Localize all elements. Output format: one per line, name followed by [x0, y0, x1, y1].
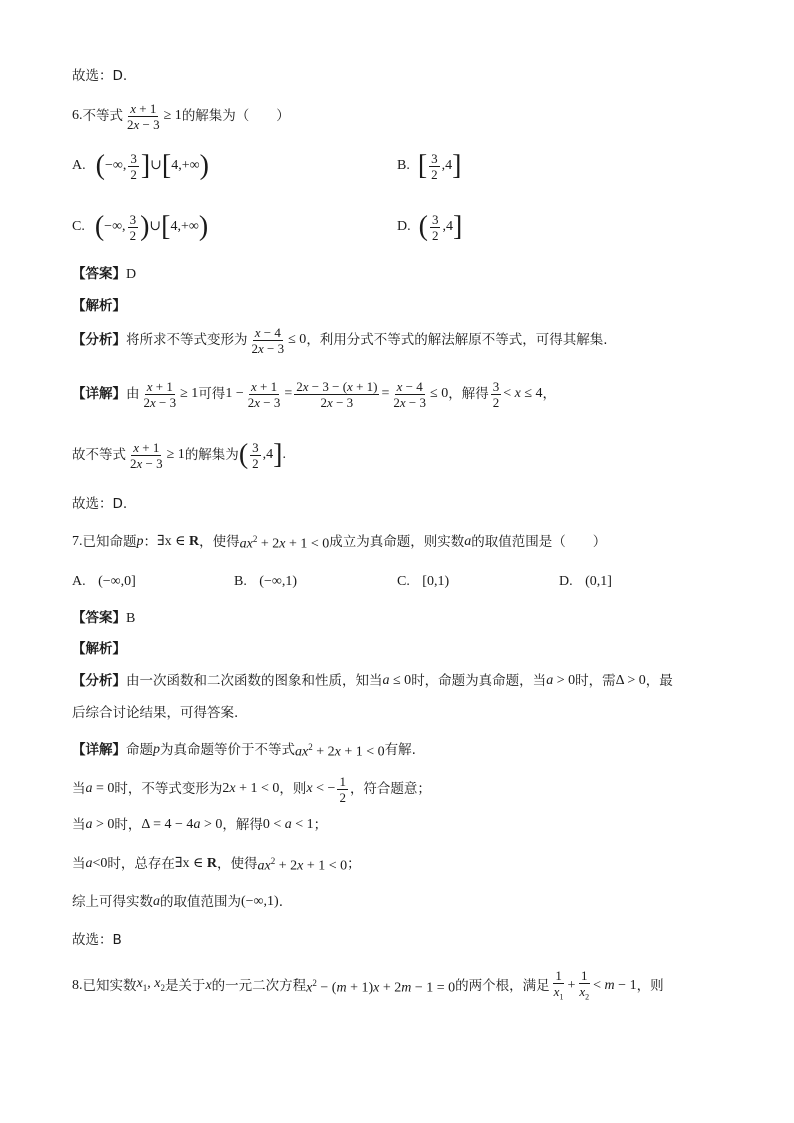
- option-label: A.: [72, 574, 86, 589]
- option-6c: C. ( −∞, $\frac{3}{2}$ ) ∪ [ 4,+∞ ): [72, 211, 209, 243]
- question-text: ：: [143, 533, 157, 550]
- detail-text: ；: [347, 855, 361, 872]
- option-label: C.: [397, 574, 410, 589]
- detail-text: ，符合题意；: [349, 781, 431, 797]
- question-text: ，则: [636, 978, 664, 994]
- fraction: $\frac{x + 1}{2x - 3}$: [127, 100, 160, 132]
- answer-7: [72, 608, 135, 629]
- detail-7-line4: 当 a <0 时，总存在 ∃x ∈ R ，使得 $ax^2 + 2x + 1 < 0$ ；: [72, 855, 361, 874]
- detail-text: 故不等式: [72, 447, 126, 463]
- option-label: D.: [397, 219, 411, 234]
- detail-tag: 【详解】: [72, 386, 126, 402]
- detail-6-line2: 故不等式 $\frac{x + 1}{2x - 3}$ ≥ 1 的解集为 ( $\frac{3}{2}$ ,4 ] .: [72, 439, 286, 471]
- detail-text: 时，不等式变形为: [114, 781, 223, 797]
- question-number: 6.: [72, 108, 83, 123]
- answer-conclusion-6: 故选：D.: [72, 496, 128, 512]
- answer-6: [72, 264, 136, 285]
- question-text: 的两个根，满足: [455, 978, 550, 994]
- detail-text: ，: [542, 386, 557, 402]
- analysis-text: 由一次函数和二次函数的图象和性质，知当: [126, 673, 383, 689]
- analysis-text: ，利用分式不等式的解法解原不等式，可得其解集.: [306, 332, 608, 348]
- option-value: [0,1): [422, 574, 450, 589]
- question-text: 是关于: [164, 978, 206, 994]
- detail-text: 当: [72, 817, 86, 833]
- detail-text: ，则: [279, 781, 307, 797]
- answer-tag: 【答案】: [72, 610, 126, 626]
- detail-text: ，解得: [448, 386, 489, 402]
- detail-text: 由: [126, 386, 140, 402]
- detail-text: 当: [72, 781, 86, 797]
- analysis-6: 【分析】 将所求不等式变形为 $\frac{x - 4}{2x - 3}$ ≤ 0 ，利用分式不等式的解法解原不等式，可得其解集.: [72, 324, 608, 356]
- detail-7-line5: 综上可得实数 a 的取值范围为 (−∞,1) .: [72, 894, 283, 910]
- question-8: 8. 已知实数 $x_1$, $x_2$ 是关于 x 的一元二次方程 $x^2 - (m + 1)x + 2m - 1 = 0$ 的两个根，满足 $\frac{1}{x_1}$ + $\frac{1}{x_2}$ < m − 1 ，则: [72, 967, 664, 1002]
- detail-text: 有解.: [384, 741, 416, 758]
- question-text: 不等式: [82, 108, 123, 124]
- detail-tag: 【详解】: [72, 741, 126, 758]
- answer-conclusion-5: 故选：D.: [72, 68, 128, 84]
- option-label: D.: [559, 574, 573, 589]
- option-value: (−∞,0]: [98, 574, 136, 589]
- analysis-heading-7: 【解析】: [72, 641, 126, 657]
- question-text: 的一元二次方程: [211, 978, 307, 994]
- analysis-7-cont: 后综合讨论结果，可得答案.: [72, 705, 239, 721]
- detail-text: 的解集为: [184, 447, 239, 463]
- detail-text: 时，: [114, 817, 142, 833]
- analysis-heading-6: 【解析】: [72, 298, 126, 314]
- option-7c: [397, 571, 449, 592]
- answer-tag: 【答案】: [72, 266, 126, 282]
- option-7d: [559, 571, 612, 592]
- detail-6-line1: 【详解】 由 $\frac{x + 1}{2x - 3}$ ≥ 1 可得 1 − $\frac{x + 1}{2x - 3}$ = $\frac{2x - 3 - (x + 1)}{2x - 3}$ = $\frac{x - 4}{2x - 3}$ ≤ 0 ，解得 $\frac{3}{2}$ < x ≤ 4 ，: [72, 378, 557, 410]
- option-value: (−∞,1): [259, 574, 297, 589]
- detail-text: 当: [72, 855, 86, 872]
- analysis-tag: 【分析】: [72, 673, 126, 689]
- question-6: 6. 不等式 $\frac{x + 1}{2x - 3}$ ≥ 1 的解集为（ ）: [72, 100, 290, 132]
- question-text: 的解集为（ ）: [181, 108, 290, 124]
- question-text: 已知命题: [82, 533, 137, 550]
- detail-text: 为真命题等价于不等式: [160, 741, 295, 758]
- analysis-text: 将所求不等式变形为: [126, 332, 248, 348]
- detail-text: 综上可得实数: [72, 894, 153, 910]
- option-7b: [234, 571, 297, 592]
- detail-text: ，解得: [222, 817, 263, 833]
- question-text: 的取值范围是（ ）: [471, 533, 607, 550]
- detail-7-line3: 当 a > 0 时， Δ = 4 − 4a > 0 ，解得 0 < a < 1 ；: [72, 817, 328, 833]
- question-text: 已知实数: [82, 978, 137, 994]
- question-7: 7. 已知命题 p ： ∃x ∈ R ，使得 $ax^2 + 2x + 1 < 0$ 成立为真命题，则实数 a 的取值范围是（ ）: [72, 533, 607, 552]
- question-number: 8.: [72, 978, 83, 993]
- analysis-text: 时，命题为真命题，当: [411, 673, 547, 689]
- analysis-text: 时，需: [575, 673, 616, 689]
- answer-value: D: [126, 267, 137, 282]
- option-6b: B. [ $\frac{3}{2}$ ,4 ]: [397, 150, 462, 182]
- analysis-tag: 【分析】: [72, 332, 126, 348]
- question-text: ，使得: [199, 533, 240, 550]
- option-label: B.: [234, 574, 247, 589]
- option-6d: D. ( $\frac{3}{2}$ ,4 ]: [397, 211, 463, 243]
- detail-text: 可得: [198, 386, 226, 402]
- option-label: C.: [72, 219, 85, 234]
- detail-text: 时，总存在: [107, 855, 175, 872]
- detail-text: ；: [313, 817, 328, 833]
- detail-text: 命题: [126, 741, 153, 758]
- detail-7-line1: 【详解】 命题 p 为真命题等价于不等式 $ax^2 + 2x + 1 < 0$ 有解.: [72, 741, 416, 760]
- question-text: 成立为真命题，则实数: [329, 533, 465, 550]
- option-6a: A. ( −∞, $\frac{3}{2}$ ] ∪ [ 4,+∞ ): [72, 150, 209, 182]
- option-7a: [72, 571, 136, 592]
- detail-7-line2: 当 a = 0 时，不等式变形为 2x + 1 < 0 ，则 x < − $\frac{1}{2}$ ，符合题意；: [72, 773, 431, 805]
- answer-value: B: [126, 611, 136, 626]
- option-label: A.: [72, 158, 86, 173]
- detail-text: ，使得: [217, 855, 258, 872]
- option-label: B.: [397, 158, 410, 173]
- detail-text: .: [278, 894, 283, 910]
- option-value: (0,1]: [585, 574, 612, 589]
- detail-text: 的取值范围为: [160, 894, 241, 910]
- question-number: 7.: [72, 533, 83, 549]
- analysis-text: ，最: [645, 673, 673, 689]
- answer-conclusion-7: 故选：B: [72, 932, 122, 948]
- analysis-7: 【分析】 由一次函数和二次函数的图象和性质，知当 a ≤ 0 时，命题为真命题，当 a > 0 时，需 Δ > 0 ，最: [72, 673, 673, 689]
